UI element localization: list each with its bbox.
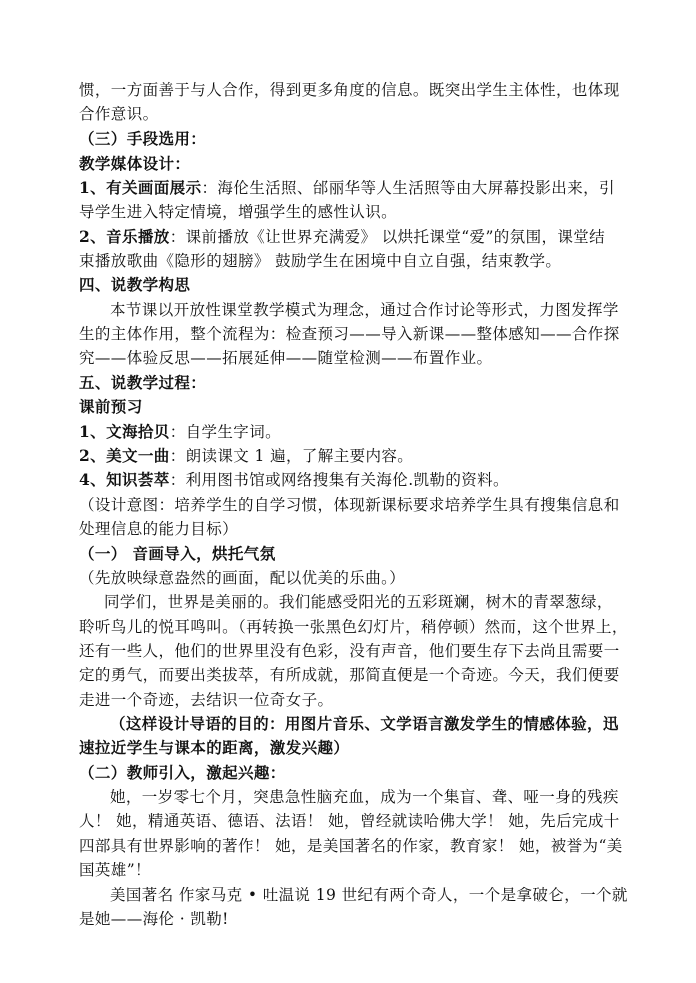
text-line: 合作意识。: [79, 105, 159, 123]
list-item-label: 2、美文一曲: [79, 446, 170, 465]
list-item: [79, 445, 413, 467]
purpose-line: 速拉近学生与课本的距离，激发兴趣）: [79, 738, 350, 757]
paragraph-line: 四部具有世界影响的著作！ 她，是美国著名的作家，教育家！ 她，被誉为“美: [79, 837, 623, 855]
purpose-line: （这样设计导语的目的：用图片音乐、文学语言激发学生的情感体验，迅: [110, 714, 619, 733]
list-item-text: ：课前播放《让世界充满爱》 以烘托课堂“爱”的氛围，课堂结: [169, 228, 606, 246]
section-heading: （三）手段选用：: [79, 129, 207, 148]
list-item-text: 束播放歌曲《隐形的翅膀》 鼓励学生在困境中自立自强，结束教学。: [79, 252, 562, 270]
paragraph-line: 究——体验反思——拓展延伸——随堂检测——布置作业。: [79, 349, 493, 367]
list-item: [79, 226, 605, 248]
list-item: [79, 469, 509, 491]
subsection-heading: 教学媒体设计：: [79, 154, 191, 173]
paragraph-line: 聆听鸟儿的悦耳鸣叫。（再转换一张黑色幻灯片，稍停顿）然而，这个世界上，: [79, 618, 628, 636]
subsection-heading: 课前预习: [79, 397, 143, 416]
list-item-text: ：海伦生活照、邰丽华等人生活照等由大屏幕投影出来，引: [201, 179, 615, 197]
paragraph-line: 本节课以开放性课堂教学模式为理念，通过合作讨论等形式，力图发挥学: [110, 301, 619, 319]
paragraph-line: 还有一些人，他们的世界里没有色彩，没有声音，他们要生存下去尚且需要一: [79, 642, 620, 660]
list-item: [79, 177, 615, 199]
list-item-text: ：朗读课文 1 遍，了解主要内容。: [169, 447, 414, 465]
list-item-text: 导学生进入特定情境，增强学生的感性认识。: [79, 203, 398, 221]
paragraph-line: 同学们，世界是美丽的。我们能感受阳光的五彩斑斓，树木的青翠葱绿，: [104, 593, 613, 611]
paragraph-line: 人！ 她，精通英语、德语、法语！ 她，曾经就读哈佛大学！ 她，先后完成十: [79, 812, 620, 830]
paragraph-line: 走进一个奇迹，去结识一位奇女子。: [79, 691, 334, 709]
list-item-text: ：利用图书馆或网络搜集有关海伦.凯勒的资料。: [169, 471, 509, 489]
note-line: 处理信息的能力目标）: [79, 520, 239, 538]
text-line: 惯，一方面善于与人合作，得到更多角度的信息。既突出学生主体性，也体现: [79, 81, 620, 99]
paragraph-line: 美国著名 作家马克 • 吐温说 19 世纪有两个奇人，一个是拿破仑，一个就: [110, 886, 628, 904]
section-heading: 四、说教学构思: [79, 275, 191, 294]
list-item-label: 4、知识荟萃: [79, 470, 170, 489]
list-item: [79, 250, 561, 272]
list-item-label: 2、音乐播放: [79, 227, 170, 246]
list-item: [79, 421, 281, 443]
paragraph-line: 她，一岁零七个月，突患急性脑充血，成为一个集盲、聋、哑一身的残疾: [110, 788, 619, 806]
paragraph-line: 生的主体作用，整个流程为：检查预习——导入新课——整体感知——合作探: [79, 325, 620, 343]
list-item-label: 1、文海拾贝: [79, 422, 170, 441]
section-heading: 五、说教学过程：: [79, 373, 207, 392]
list-item: [79, 201, 397, 223]
paragraph-line: 国英雄”！: [79, 861, 151, 879]
paragraph-line: 定的勇气，而要出类拔萃，有所成就，那简直便是一个奇迹。今天，我们便要: [79, 666, 620, 684]
note-line: （先放映绿意盎然的画面，配以优美的乐曲。）: [79, 569, 406, 587]
step-heading: （一） 音画导入，烘托气氛: [79, 544, 276, 563]
step-heading: （二）教师引入，激起兴趣：: [79, 763, 286, 782]
paragraph-line: 是她——海伦 · 凯勒!: [79, 910, 229, 928]
list-item-text: ：自学生字词。: [169, 423, 281, 441]
list-item-label: 1、有关画面展示: [79, 178, 202, 197]
note-line: （设计意图：培养学生的自学习惯，体现新课标要求培养学生具有搜集信息和: [79, 496, 620, 514]
